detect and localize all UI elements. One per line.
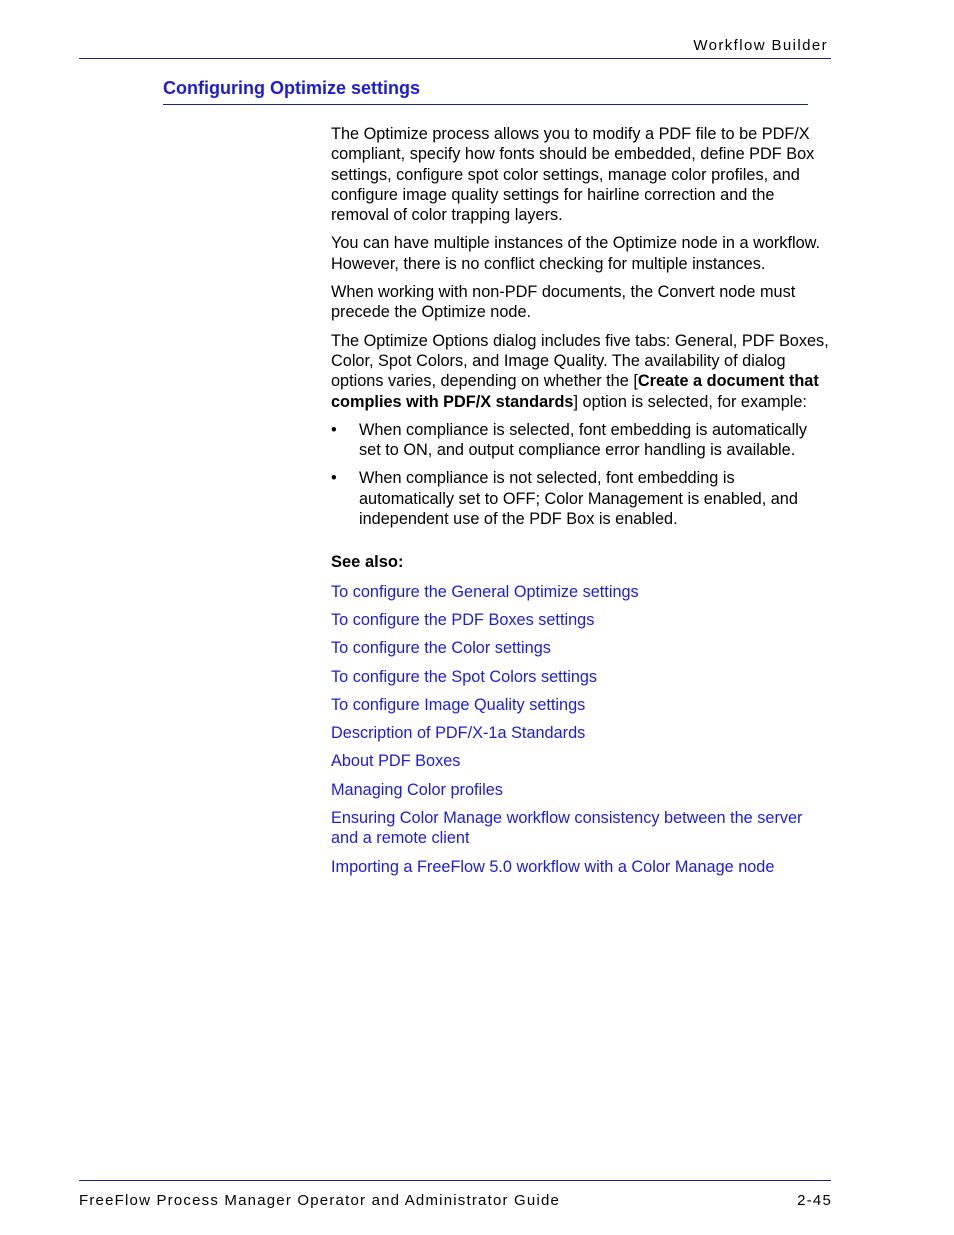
link-pdf-boxes[interactable]: To configure the PDF Boxes settings: [331, 610, 595, 629]
paragraph-tabs-text: The Optimize Options dialog includes five tabs: General, PDF Boxes, Color, Spot Colors, and Image Quality. The availability of dialog options varies, depending on whether the [: [331, 331, 829, 391]
header-rule: [79, 58, 831, 59]
bullet-icon: •: [331, 420, 337, 439]
link-spot-colors[interactable]: To configure the Spot Colors settings: [331, 667, 598, 686]
paragraph-convert-node: When working with non-PDF documents, the Convert node must precede the Optimize node.: [331, 283, 796, 322]
link-item: [331, 723, 831, 743]
paragraph-tabs-text-end: ] option is selected, for example:: [573, 392, 807, 411]
link-import-freeflow[interactable]: Importing a FreeFlow 5.0 workflow with a Color Manage node: [331, 857, 775, 876]
bullet-list: [331, 420, 831, 529]
link-item: [331, 751, 831, 771]
link-color-profiles[interactable]: Managing Color profiles: [331, 780, 503, 799]
link-general-optimize[interactable]: To configure the General Optimize settings: [331, 582, 639, 601]
paragraph-intro: The Optimize process allows you to modify a PDF file to be PDF/X compliant, specify how fonts should be embedded, define PDF Box settings, configure spot color settings, manage color profiles, and configure image quality settings for hairline correction and the removal of color trapping layers.: [331, 125, 815, 225]
title-rule: [163, 104, 808, 105]
link-image-quality[interactable]: To configure Image Quality settings: [331, 695, 586, 714]
link-item: [331, 857, 831, 877]
link-item: [331, 638, 831, 658]
link-item: [331, 808, 831, 849]
body-column: [331, 124, 831, 885]
list-item-text: When compliance is not selected, font embedding is automatically set to OFF; Color Management is enabled, and independent use of the PDF Box is enabled.: [359, 469, 798, 529]
footer-guide-title: FreeFlow Process Manager Operator and Administrator Guide: [79, 1192, 561, 1209]
link-item: [331, 582, 831, 602]
link-item: [331, 667, 831, 687]
see-also-links: [331, 582, 831, 877]
link-item: [331, 695, 831, 715]
link-item: [331, 610, 831, 630]
page-number: 2-45: [797, 1192, 832, 1209]
link-color-settings[interactable]: To configure the Color settings: [331, 639, 551, 658]
link-color-manage-consistency[interactable]: Ensuring Color Manage workflow consistency between the server and a remote client: [331, 809, 803, 848]
list-item-text: When compliance is selected, font embedding is automatically set to ON, and output compliance error handling is available.: [359, 420, 807, 460]
list-item: [331, 420, 831, 461]
paragraph-instances: You can have multiple instances of the Optimize node in a workflow. However, there is no conflict checking for multiple instances.: [331, 234, 821, 273]
footer-rule: [79, 1180, 831, 1181]
paragraph-tabs: [331, 331, 831, 412]
link-pdfx-standards[interactable]: Description of PDF/X-1a Standards: [331, 724, 586, 743]
link-item: [331, 780, 831, 800]
running-header: Workflow Builder: [693, 37, 828, 54]
option-name: Create a document that complies with PDF/X standards: [331, 372, 819, 411]
list-item: [331, 468, 831, 529]
section-title: Configuring Optimize settings: [163, 78, 420, 98]
see-also-heading: See also:: [331, 553, 404, 572]
bullet-icon: •: [331, 469, 337, 488]
link-about-pdf-boxes[interactable]: About PDF Boxes: [331, 752, 461, 771]
